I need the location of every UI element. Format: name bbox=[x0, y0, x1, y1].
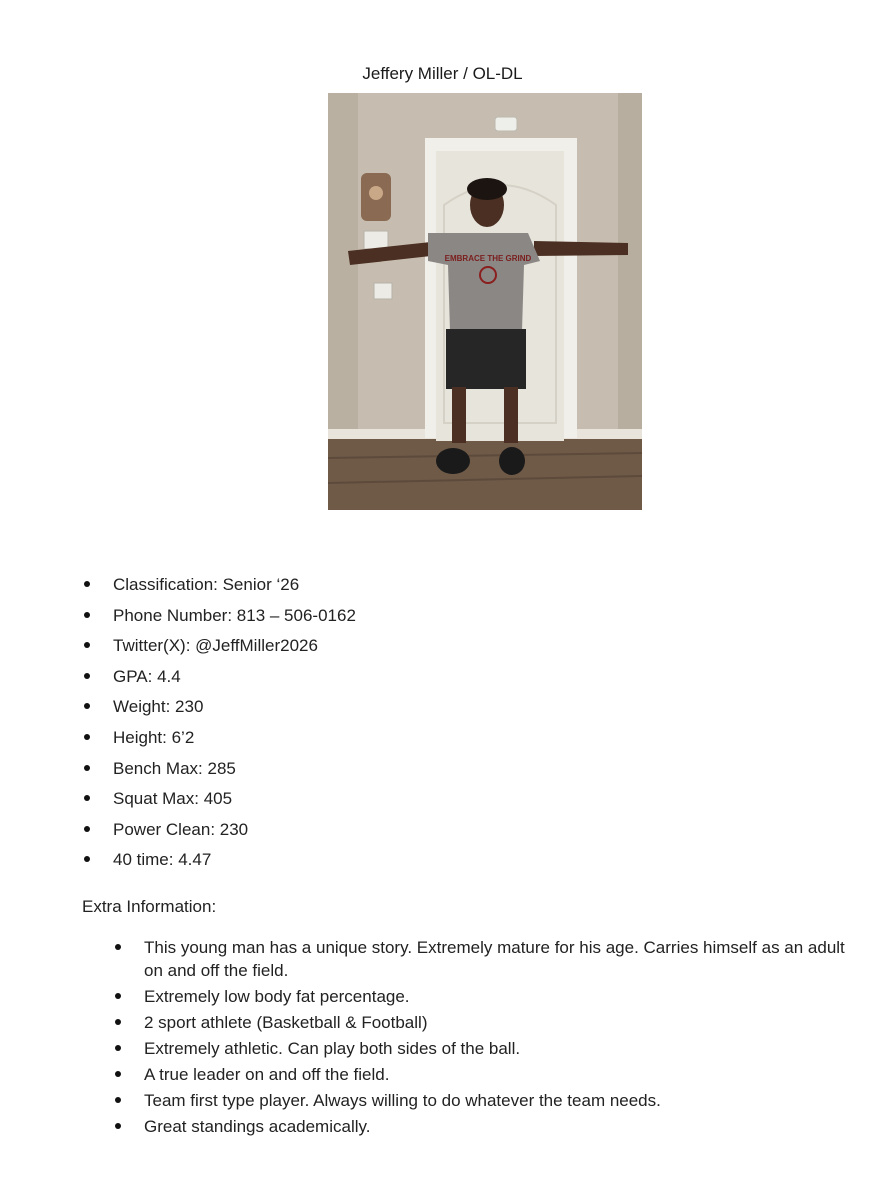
stat-power-clean: Power Clean: 230 bbox=[82, 820, 356, 839]
list-item: A true leader on and off the field. bbox=[113, 1063, 863, 1086]
list-item: 2 sport athlete (Basketball & Football) bbox=[113, 1011, 863, 1034]
list-item: Extremely athletic. Can play both sides of the ball. bbox=[113, 1037, 863, 1060]
athlete-photo bbox=[328, 93, 642, 510]
shirt-text: EMBRACE THE GRIND bbox=[444, 254, 532, 263]
page-title: Jeffery Miller / OL-DL bbox=[362, 64, 523, 83]
stat-classification: Classification: Senior ‘26 bbox=[82, 575, 356, 594]
extra-info-list bbox=[113, 936, 863, 1141]
list-item: Great standings academically. bbox=[113, 1115, 863, 1138]
stat-phone: Phone Number: 813 – 506-0162 bbox=[82, 606, 356, 625]
list-item: This young man has a unique story. Extremely mature for his age. Carries himself as an adult on and off the field. bbox=[113, 936, 863, 982]
stat-bench-max: Bench Max: 285 bbox=[82, 759, 356, 778]
list-item: Team first type player. Always willing to do whatever the team needs. bbox=[113, 1089, 863, 1112]
list-item: Extremely low body fat percentage. bbox=[113, 985, 863, 1008]
stat-height: Height: 6’2 bbox=[82, 728, 356, 747]
stat-40-time: 40 time: 4.47 bbox=[82, 850, 356, 869]
stat-twitter: Twitter(X): @JeffMiller2026 bbox=[82, 636, 356, 655]
stat-gpa: GPA: 4.4 bbox=[82, 667, 356, 686]
stat-weight: Weight: 230 bbox=[82, 697, 356, 716]
stats-list bbox=[82, 575, 356, 881]
stat-squat-max: Squat Max: 405 bbox=[82, 789, 356, 808]
extra-info-heading: Extra Information: bbox=[82, 897, 217, 916]
